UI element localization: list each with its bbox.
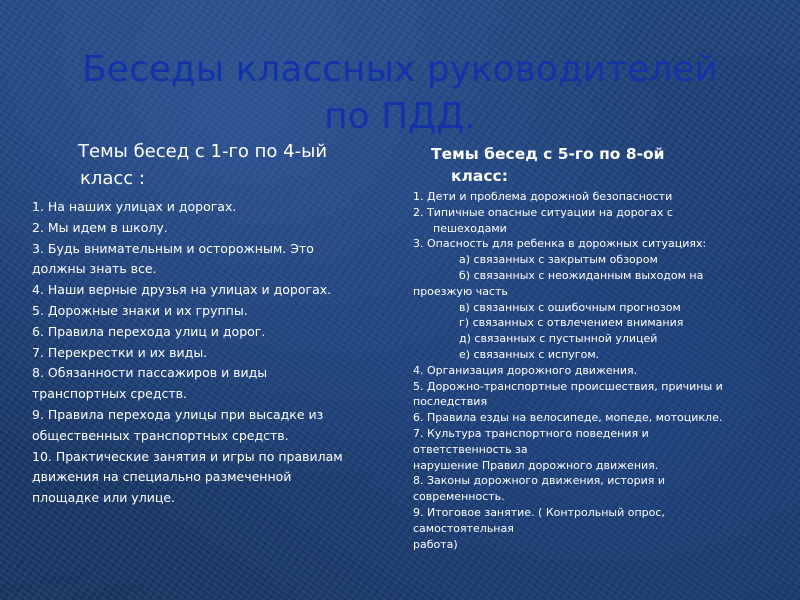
list-item: нарушение Правил дорожного движения. <box>413 458 659 472</box>
left-column-heading <box>32 138 387 192</box>
left-column <box>32 138 387 509</box>
list-item: 3. Опасность для ребенка в дорожных ситуациях: <box>413 237 707 251</box>
right-topic-list <box>413 189 768 552</box>
list-item: 5. Дорожно-транспортные происшествия, причины и <box>413 379 723 393</box>
slide-title <box>40 46 760 140</box>
list-item: 1. На наших улицах и дорогах. <box>32 199 237 214</box>
list-item: 2. Мы идем в школу. <box>32 219 168 235</box>
list-item: б) связанных с неожиданным выходом на <box>459 268 704 282</box>
list-item: работа) <box>413 537 458 551</box>
list-item: в) связанных с ошибочным прогнозом <box>459 300 681 314</box>
list-item: 4. Наши верные друзья на улицах и дорогах. <box>32 282 332 298</box>
list-item: транспортных средств. <box>32 386 188 402</box>
left-heading-line-2: класс : <box>80 168 145 189</box>
right-column <box>413 143 768 552</box>
list-item: движения на специально размеченной <box>32 469 292 485</box>
list-item: а) связанных с закрытым обзором <box>459 253 658 267</box>
slide-title-line-1: Беседы классных руководителей <box>82 49 718 90</box>
list-item: 5. Дорожные знаки и их группы. <box>32 302 248 318</box>
right-heading-line-1: Темы бесед с 5-го по 8-ой <box>431 145 665 163</box>
left-heading-line-1: Темы бесед с 1-го по 4-ый <box>78 141 328 162</box>
right-column-heading <box>413 143 768 187</box>
list-item: самостоятельная <box>413 521 514 535</box>
list-item: проезжую часть <box>413 284 508 298</box>
list-item: 10. Практические занятия и игры по правилам <box>32 448 343 464</box>
list-item: г) связанных с отвлечением внимания <box>459 316 684 330</box>
list-item: современность. <box>413 490 505 504</box>
list-item: 1. Дети и проблема дорожной безопасности <box>413 190 673 203</box>
list-item: д) связанных с пустынной улицей <box>459 332 658 346</box>
list-item: площадке или улице. <box>32 490 175 506</box>
list-item: е) связанных с испугом. <box>459 347 600 361</box>
list-item: 6. Правила езды на велосипеде, мопеде, мотоцикле. <box>413 411 723 425</box>
list-item: 6. Правила перехода улиц и дорог. <box>32 323 266 339</box>
list-item: 4. Организация дорожного движения. <box>413 363 638 377</box>
list-item: общественных транспортных средств. <box>32 427 289 443</box>
left-topic-list <box>32 197 387 509</box>
list-item: 9. Правила перехода улицы при высадке из <box>32 406 324 422</box>
list-item: пешеходами <box>433 221 507 235</box>
list-item: 3. Будь внимательным и осторожным. Это <box>32 240 314 256</box>
list-item: ответственность за <box>413 442 528 456</box>
list-item: 2. Типичные опасные ситуации на дорогах с <box>413 205 673 219</box>
list-item: должны знать все. <box>32 261 157 277</box>
list-item: 7. Культура транспортного поведения и <box>413 426 649 440</box>
list-item: 8. Законы дорожного движения, история и <box>413 474 666 488</box>
list-item: 8. Обязанности пассажиров и виды <box>32 365 268 381</box>
list-item: 9. Итоговое занятие. ( Контрольный опрос, <box>413 505 665 519</box>
slide-title-line-2: по ПДД. <box>324 96 476 137</box>
list-item: 7. Перекрестки и их виды. <box>32 344 208 360</box>
right-heading-line-2: класс: <box>451 167 508 185</box>
list-item: последствия <box>413 395 488 409</box>
